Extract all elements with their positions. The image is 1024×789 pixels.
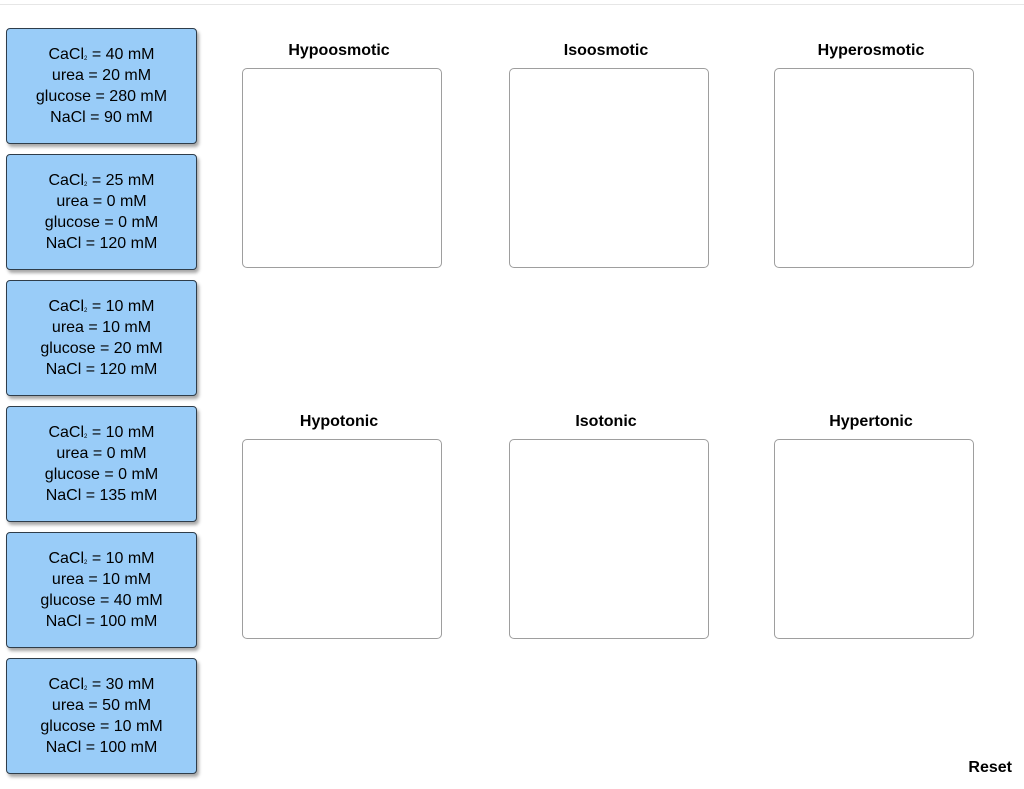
- glucose-concentration: glucose = 0 mM: [44, 214, 159, 231]
- nacl-concentration: NaCl = 90 mM: [50, 109, 153, 126]
- solution-card-4[interactable]: [6, 406, 197, 522]
- cacl2-concentration: CaCl$_2$ = 10 mM: [48, 298, 155, 315]
- cacl2-concentration: CaCl$_2$ = 25 mM: [48, 172, 155, 189]
- cacl2-concentration: CaCl$_2$ = 40 mM: [48, 46, 155, 63]
- drop-zone-hypertonic[interactable]: [774, 439, 974, 639]
- urea-concentration: urea = 10 mM: [51, 319, 152, 336]
- solution-card-2[interactable]: [6, 154, 197, 270]
- reset-button[interactable]: Reset: [968, 759, 1012, 776]
- drop-zone-hypoosmotic[interactable]: [242, 68, 442, 268]
- cacl2-concentration: CaCl$_2$ = 10 mM: [48, 424, 155, 441]
- solution-card-3[interactable]: [6, 280, 197, 396]
- zone-title-hypertonic: Hypertonic: [829, 413, 913, 430]
- solution-card-6[interactable]: [6, 658, 197, 774]
- cacl2-concentration: CaCl$_2$ = 10 mM: [48, 550, 155, 567]
- drop-zone-hypotonic[interactable]: [242, 439, 442, 639]
- cacl2-concentration: CaCl$_2$ = 30 mM: [48, 676, 155, 693]
- urea-concentration: urea = 0 mM: [56, 193, 147, 210]
- drop-zone-isoosmotic[interactable]: [509, 68, 709, 268]
- urea-concentration: urea = 10 mM: [51, 571, 152, 588]
- glucose-concentration: glucose = 10 mM: [40, 718, 163, 735]
- glucose-concentration: glucose = 280 mM: [35, 88, 168, 105]
- glucose-concentration: glucose = 0 mM: [44, 466, 159, 483]
- urea-concentration: urea = 0 mM: [56, 445, 147, 462]
- zone-title-hypoosmotic: Hypoosmotic: [288, 42, 390, 59]
- nacl-concentration: NaCl = 135 mM: [45, 487, 158, 504]
- nacl-concentration: NaCl = 100 mM: [45, 613, 158, 630]
- solution-card-5[interactable]: [6, 532, 197, 648]
- solution-card-1[interactable]: [6, 28, 197, 144]
- glucose-concentration: glucose = 20 mM: [40, 340, 163, 357]
- urea-concentration: urea = 50 mM: [51, 697, 152, 714]
- glucose-concentration: glucose = 40 mM: [40, 592, 163, 609]
- drop-zone-isotonic[interactable]: [509, 439, 709, 639]
- nacl-concentration: NaCl = 120 mM: [45, 235, 158, 252]
- top-divider: [0, 4, 1024, 5]
- zone-title-hypotonic: Hypotonic: [299, 413, 379, 430]
- urea-concentration: urea = 20 mM: [51, 67, 152, 84]
- nacl-concentration: NaCl = 120 mM: [45, 361, 158, 378]
- zone-title-isotonic: Isotonic: [575, 413, 637, 430]
- nacl-concentration: NaCl = 100 mM: [45, 739, 158, 756]
- zone-title-hyperosmotic: Hyperosmotic: [817, 42, 925, 59]
- drop-zone-hyperosmotic[interactable]: [774, 68, 974, 268]
- zone-title-isoosmotic: Isoosmotic: [563, 42, 649, 59]
